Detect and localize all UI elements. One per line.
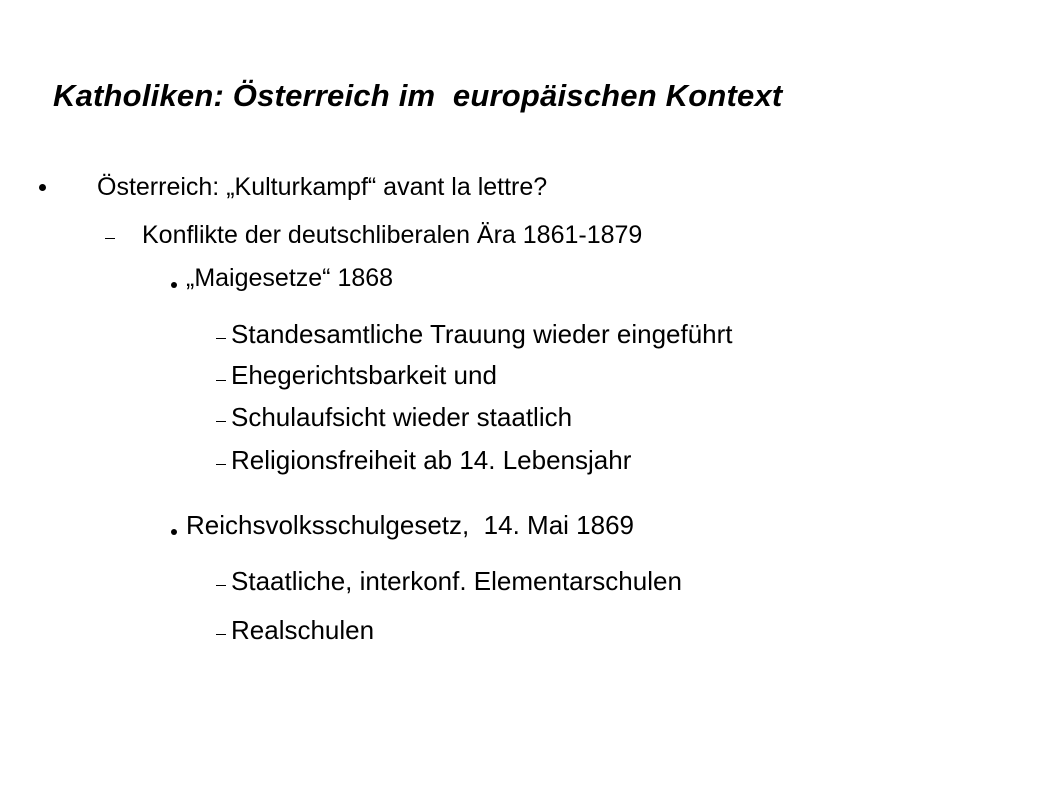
bullet-dot-icon [171,282,177,288]
bullet-text: Realschulen [231,615,375,645]
bullet-text: Reichsvolksschulgesetz, 14. Mai 1869 [186,510,635,540]
bullet-dash-icon [216,464,226,465]
bullet-dot-icon [171,529,177,535]
bullet-text: Staatliche, interkonf. Elementarschulen [231,566,682,596]
bullet-text: Konflikte der deutschliberalen Ära 1861-1879 [142,221,643,249]
bullet-dash-icon [216,421,226,422]
bullet-dot-icon [39,184,46,191]
slide-title: Katholiken: Österreich im europäischen Kontext [53,78,783,113]
bullet-text: Österreich: „Kulturkampf“ avant la lettre? [97,173,548,201]
bullet-text: „Maigesetze“ 1868 [186,264,394,292]
bullet-dash-icon [216,380,226,381]
bullet-dash-icon [105,238,115,239]
bullet-dash-icon [216,634,226,635]
bullet-text: Standesamtliche Trauung wieder eingeführt [231,319,733,349]
bullet-text: Schulaufsicht wieder staatlich [231,402,573,432]
bullet-dash-icon [216,338,226,339]
bullet-dash-icon [216,585,226,586]
bullet-text: Religionsfreiheit ab 14. Lebensjahr [231,445,632,475]
bullet-text: Ehegerichtsbarkeit und [231,360,497,390]
